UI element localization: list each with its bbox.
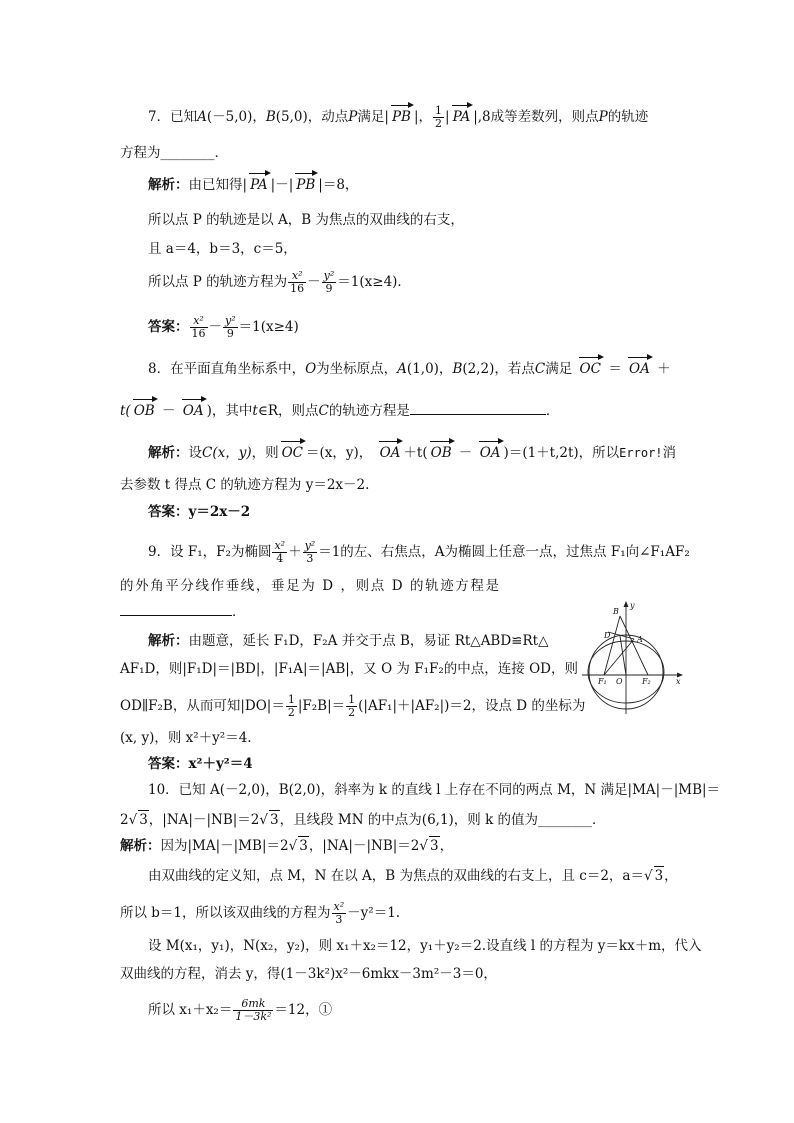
q10-analysis-line3: 所以 b＝1，所以该双曲线的方程为 $\frac{\text{x²}}{3}$ －y²＝1. <box>120 900 401 926</box>
label-B: B <box>613 607 619 616</box>
q9-stem-line3: ． <box>120 603 246 621</box>
line-O-D <box>620 636 626 675</box>
q8-stem-line1: 8．在平面直角坐标系中，O为坐标原点，A(1,0)，B(2,2)，若点C满足 OC ＝ OA ＋ <box>148 361 671 377</box>
q8-analysis-line1: 解析：设C(x，y)，则 OC ＝(x，y)， OA ＋t( OB － OA )＝(1＋t,2t)，所以Error!消 <box>148 445 677 461</box>
q9-stem-line1: 9．设 F₁，F₂为椭圆 $\frac{\text{x²}}{4}$ ＋ $\frac{\text{y²}}{3}$ ＝1的左、右焦点，A为椭圆上任意一点，过焦点 F₁向∠F₁AF₂ <box>148 539 690 565</box>
q7-analysis-line2: 所以点 P 的轨迹是以 A，B 为焦点的双曲线的右支， <box>148 212 464 228</box>
q10-stem-line2: 2√ 3，|NA|－|NB|＝2√ 3，且线段 MN 的中点为(6,1)，则 k 的值为________． <box>120 812 606 828</box>
q8-stem-line2: t( OB － OA )，其中t∈R，则点C的轨迹方程是 ． <box>120 403 560 419</box>
q9-stem-line2: 的外角平分线作垂线，垂足为 D ，则点 D 的轨迹方程是 <box>120 578 501 594</box>
q7-analysis-line1: 解析：由已知得| PA |－| PB |＝8， <box>148 177 359 193</box>
q9-analysis-line3: OD∥F₂B，从而可知|DO|＝ $\frac{1}{2}$ |F₂B|＝ $\frac{1}{2}$ (|AF₁|＋|AF₂|)＝2，设点 D 的坐标为 <box>120 693 586 719</box>
q10-stem-line1: 10．已知 A(－2,0)，B(2,0)，斜率为 k 的直线 l 上存在不同的两点 M，N 满足|MA|－|MB|＝ <box>148 782 721 798</box>
label-A: A <box>637 635 643 644</box>
q8-analysis-line2: 去参数 t 得点 C 的轨迹方程为 y＝2x－2. <box>120 477 370 493</box>
q10-analysis-line5: 双曲线的方程，消去 y，得(1－3k²)x²－6mkx－3m²－3＝0， <box>120 966 497 982</box>
q7-answer: 答案： $\frac{\text{x²}}{16}$ － $\frac{\text{y²}}{9}$ ＝1(x≥4) <box>148 314 299 340</box>
q10-analysis-line1: 解析：因为|MA|－|MB|＝2√ 3，|NA|－|NB|＝2√ 3， <box>120 838 454 854</box>
label-x: x <box>676 677 681 686</box>
arrow-y <box>624 601 629 607</box>
label-F2: F₂ <box>642 677 651 686</box>
answer-blank <box>410 402 546 415</box>
q9-analysis-line4: (x, y)，则 x²＋y²＝4. <box>120 730 252 746</box>
q9-analysis-line2: AF₁D，则|F₁D|＝|BD|，|F₁A|＝|AB|，又 O 为 F₁F₂的中点，连接 OD，则 <box>120 661 578 677</box>
ellipse-diagram <box>580 600 684 716</box>
q9-answer: 答案：x²＋y²＝4 <box>148 756 253 772</box>
q10-analysis-line2: 由双曲线的定义知，点 M，N 在以 A，B 为焦点的双曲线的右支上，且 c＝2，a＝√ 3， <box>148 868 678 884</box>
label-F1: F₁ <box>598 677 607 686</box>
q7-analysis-line4: 所以点 P 的轨迹方程为 $\frac{\text{x²}}{16}$ － $\frac{\text{y²}}{9}$ ＝1(x≥4)． <box>148 269 411 295</box>
q10-analysis-line6: 所以 x₁＋x₂＝ $\frac{6mk}{\text{1－3k²}}$ ＝12，① <box>148 997 333 1023</box>
answer-blank <box>120 603 232 616</box>
q9-analysis-line1: 解析：由题意，延长 F₁D，F₂A 并交于点 B，易证 Rt△ABD≌Rt△ <box>148 633 549 649</box>
label-D: D <box>604 631 611 640</box>
q10-analysis-line4: 设 M(x₁，y₁)，N(x₂，y₂)，则 x₁＋x₂＝12，y₁＋y₂＝2.设直线 l 的方程为 y＝kx＋m，代入 <box>148 938 702 954</box>
vector-PA: PA <box>450 108 474 126</box>
q7-stem-line1: 7．已知A(－5,0)，B(5,0)，动点P满足| PB |， $\frac{1}{2}$ | PA |,8成等差数列，则点P的轨迹 <box>148 104 649 130</box>
fraction-half: $\frac{1}{2}$ <box>435 104 443 130</box>
label-O: O <box>616 677 623 686</box>
label-y: y <box>630 601 635 610</box>
q8-answer: 答案：y＝2x－2 <box>148 504 251 520</box>
q7-analysis-line3: 且 a＝4，b＝3，c＝5， <box>148 241 297 257</box>
q7-stem-line2: 方程为________． <box>120 145 228 161</box>
vector-PB: PB <box>389 108 414 126</box>
